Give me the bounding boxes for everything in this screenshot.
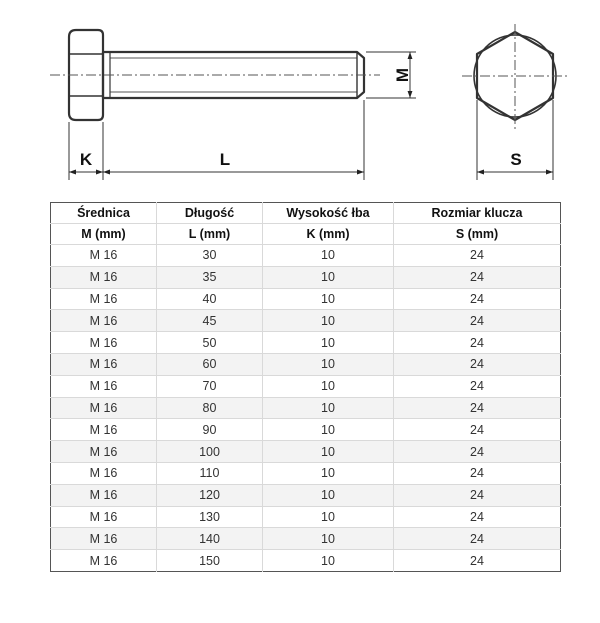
- table-body: [51, 245, 561, 572]
- table-row: [51, 353, 561, 375]
- cell-diameter: M 16: [51, 506, 157, 528]
- cell-wrench-size: 24: [394, 332, 561, 354]
- cell-diameter: M 16: [51, 375, 157, 397]
- cell-length: 80: [157, 397, 263, 419]
- cell-length: 30: [157, 245, 263, 267]
- cell-head-height: 10: [263, 288, 394, 310]
- table-row: [51, 528, 561, 550]
- cell-wrench-size: 24: [394, 550, 561, 572]
- cell-diameter: M 16: [51, 310, 157, 332]
- cell-head-height: 10: [263, 353, 394, 375]
- cell-head-height: 10: [263, 484, 394, 506]
- cell-wrench-size: 24: [394, 245, 561, 267]
- cell-head-height: 10: [263, 462, 394, 484]
- cell-head-height: 10: [263, 245, 394, 267]
- cell-diameter: M 16: [51, 266, 157, 288]
- cell-wrench-size: 24: [394, 288, 561, 310]
- cell-diameter: M 16: [51, 462, 157, 484]
- header-rozmiar-klucza: Rozmiar klucza: [394, 203, 561, 224]
- cell-length: 35: [157, 266, 263, 288]
- cell-length: 90: [157, 419, 263, 441]
- l-label: L: [219, 150, 231, 169]
- cell-head-height: 10: [263, 550, 394, 572]
- cell-diameter: M 16: [51, 550, 157, 572]
- cell-head-height: 10: [263, 332, 394, 354]
- cell-head-height: 10: [263, 441, 394, 463]
- cell-length: 150: [157, 550, 263, 572]
- cell-length: 100: [157, 441, 263, 463]
- cell-length: 40: [157, 288, 263, 310]
- cell-length: 130: [157, 506, 263, 528]
- k-label: K: [79, 150, 93, 169]
- cell-wrench-size: 24: [394, 441, 561, 463]
- unit-k: K (mm): [263, 224, 394, 245]
- m-label: M: [393, 67, 412, 83]
- table-row: [51, 310, 561, 332]
- table-row: [51, 288, 561, 310]
- table-row: [51, 506, 561, 528]
- cell-wrench-size: 24: [394, 528, 561, 550]
- cell-diameter: M 16: [51, 332, 157, 354]
- table-units-row: [51, 224, 561, 245]
- cell-diameter: M 16: [51, 528, 157, 550]
- cell-diameter: M 16: [51, 288, 157, 310]
- cell-head-height: 10: [263, 375, 394, 397]
- cell-wrench-size: 24: [394, 506, 561, 528]
- bolt-end-view: [462, 24, 570, 130]
- table-row: [51, 484, 561, 506]
- table-row: [51, 441, 561, 463]
- header-dlugosc: Długość: [157, 203, 263, 224]
- bolt-dimension-drawing: [0, 0, 600, 190]
- cell-wrench-size: 24: [394, 375, 561, 397]
- cell-head-height: 10: [263, 528, 394, 550]
- cell-head-height: 10: [263, 419, 394, 441]
- cell-length: 45: [157, 310, 263, 332]
- cell-length: 60: [157, 353, 263, 375]
- dimension-lines-k-l: [69, 100, 364, 180]
- table-row: [51, 397, 561, 419]
- cell-wrench-size: 24: [394, 353, 561, 375]
- table-row: [51, 266, 561, 288]
- cell-wrench-size: 24: [394, 310, 561, 332]
- unit-m: M (mm): [51, 224, 157, 245]
- cell-head-height: 10: [263, 397, 394, 419]
- cell-head-height: 10: [263, 310, 394, 332]
- header-srednica: Średnica: [51, 203, 157, 224]
- table-header-row: [51, 203, 561, 224]
- cell-diameter: M 16: [51, 419, 157, 441]
- cell-length: 110: [157, 462, 263, 484]
- s-label: S: [510, 150, 522, 169]
- table-row: [51, 419, 561, 441]
- cell-diameter: M 16: [51, 353, 157, 375]
- table-row: [51, 245, 561, 267]
- cell-length: 70: [157, 375, 263, 397]
- cell-diameter: M 16: [51, 245, 157, 267]
- cell-length: 120: [157, 484, 263, 506]
- table-row: [51, 332, 561, 354]
- cell-wrench-size: 24: [394, 462, 561, 484]
- cell-wrench-size: 24: [394, 397, 561, 419]
- cell-wrench-size: 24: [394, 419, 561, 441]
- cell-diameter: M 16: [51, 484, 157, 506]
- cell-wrench-size: 24: [394, 266, 561, 288]
- header-wysokosc-lba: Wysokość łba: [263, 203, 394, 224]
- table-row: [51, 550, 561, 572]
- cell-head-height: 10: [263, 506, 394, 528]
- unit-s: S (mm): [394, 224, 561, 245]
- unit-l: L (mm): [157, 224, 263, 245]
- cell-length: 50: [157, 332, 263, 354]
- cell-diameter: M 16: [51, 397, 157, 419]
- cell-wrench-size: 24: [394, 484, 561, 506]
- table-row: [51, 462, 561, 484]
- table-row: [51, 375, 561, 397]
- cell-head-height: 10: [263, 266, 394, 288]
- cell-length: 140: [157, 528, 263, 550]
- cell-diameter: M 16: [51, 441, 157, 463]
- bolt-spec-table: [50, 202, 561, 572]
